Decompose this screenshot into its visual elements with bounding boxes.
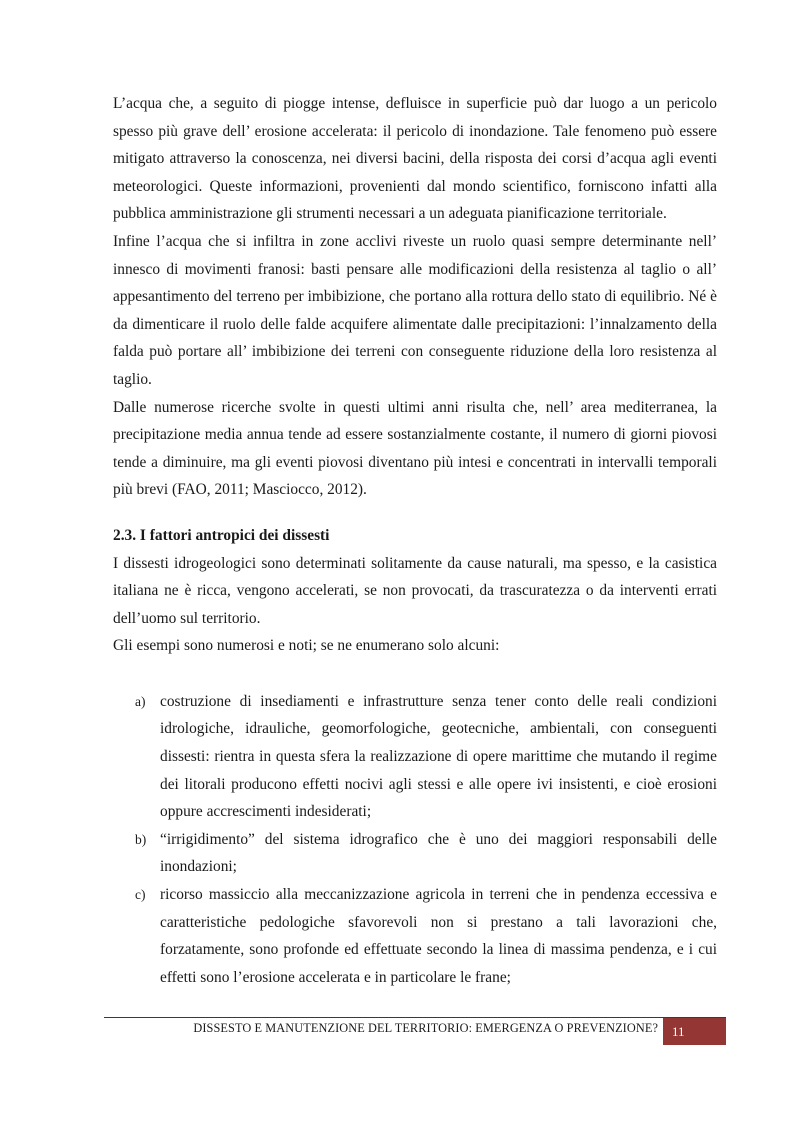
body-paragraph: I dissesti idrogeologici sono determinati solitamente da cause naturali, ma spesso, e la casistica italiana ne è ricca, vengono accelerati, se non provocati, da trascuratezza o da interventi errati dell’uomo sul territorio. xyxy=(113,554,717,627)
body-paragraph: Infine l’acqua che si infiltra in zone acclivi riveste un ruolo quasi sempre determinante nell’ innesco di movimenti franosi: basti pensare alle modificazioni della resistenza al taglio o all’ appesantimento del terreno per imbibizione, che portano alla rottura dello stato di equilibrio. Né è da dimenticare il ruolo delle falde acquifere alimentate dalle precipitazioni: l’innalzamento della falda può portare all’ imbibizione dei terreni con conseguente riduzione della loro resistenza al taglio. xyxy=(113,232,717,388)
section-heading: 2.3. I fattori antropici dei dissesti xyxy=(113,526,330,544)
list-marker: c) xyxy=(135,887,146,903)
body-paragraph: L’acqua che, a seguito di piogge intense, defluisce in superficie può dar luogo a un pericolo spesso più grave dell’ erosione accelerata: il pericolo di inondazione. Tale fenomeno può essere mitigato attraverso la conoscenza, nei diversi bacini, della risposta dei corsi d’acqua agli eventi meteorologici. Queste informazioni, provenienti dal mondo scientifico, forniscono infatti alla pubblica amministrazione gli strumenti necessari a un adeguata pianificazione territoriale. xyxy=(113,95,717,223)
example-list xyxy=(113,688,717,992)
list-item xyxy=(113,881,717,991)
list-marker: a) xyxy=(135,693,146,709)
list-item xyxy=(113,826,717,881)
body-paragraph: Dalle numerose ricerche svolte in questi ultimi anni risulta che, nell’ area mediterranea, la precipitazione media annua tende ad essere sostanzialmente costante, il numero di giorni piovosi tende a diminuire, ma gli eventi piovosi diventano più intesi e concentrati in intervalli temporali più brevi (FAO, 2011; Masciocco, 2012). xyxy=(113,398,717,499)
page-content xyxy=(113,90,717,991)
page-number: 11 xyxy=(672,1023,685,1039)
list-item-text: ricorso massiccio alla meccanizzazione agricola in terreni che in pendenza eccessiva e caratteristiche pedologiche sfavorevoli non si prestano a tali lavorazioni che, forzatamente, sono profonde ed effettuate secondo la linea di massima pendenza, e i cui effetti sono l’erosione accelerata e in particolare le frane; xyxy=(160,886,717,986)
footer-title: DISSESTO E MANUTENZIONE DEL TERRITORIO: EMERGENZA O PREVENZIONE? xyxy=(193,1021,658,1035)
list-item xyxy=(113,688,717,826)
list-item-text: costruzione di insediamenti e infrastrutture senza tener conto delle reali condizioni idrologiche, idrauliche, geomorfologiche, geotecniche, ambientali, con conseguenti dissesti: rientra in questa sfera la realizzazione di opere marittime che mutando il regime dei litorali producono effetti nocivi agli stessi e alle opere ivi insistenti, e cioè erosioni oppure accrescimenti indesiderati; xyxy=(160,692,717,821)
list-marker: b) xyxy=(135,831,147,847)
list-item-text: “irrigidimento” del sistema idrografico che è uno dei maggiori responsabili delle inondazioni; xyxy=(160,830,717,876)
page-number-badge xyxy=(663,1018,726,1045)
body-paragraph: Gli esempi sono numerosi e noti; se ne enumerano solo alcuni: xyxy=(113,637,500,655)
footer-divider xyxy=(104,1017,726,1018)
